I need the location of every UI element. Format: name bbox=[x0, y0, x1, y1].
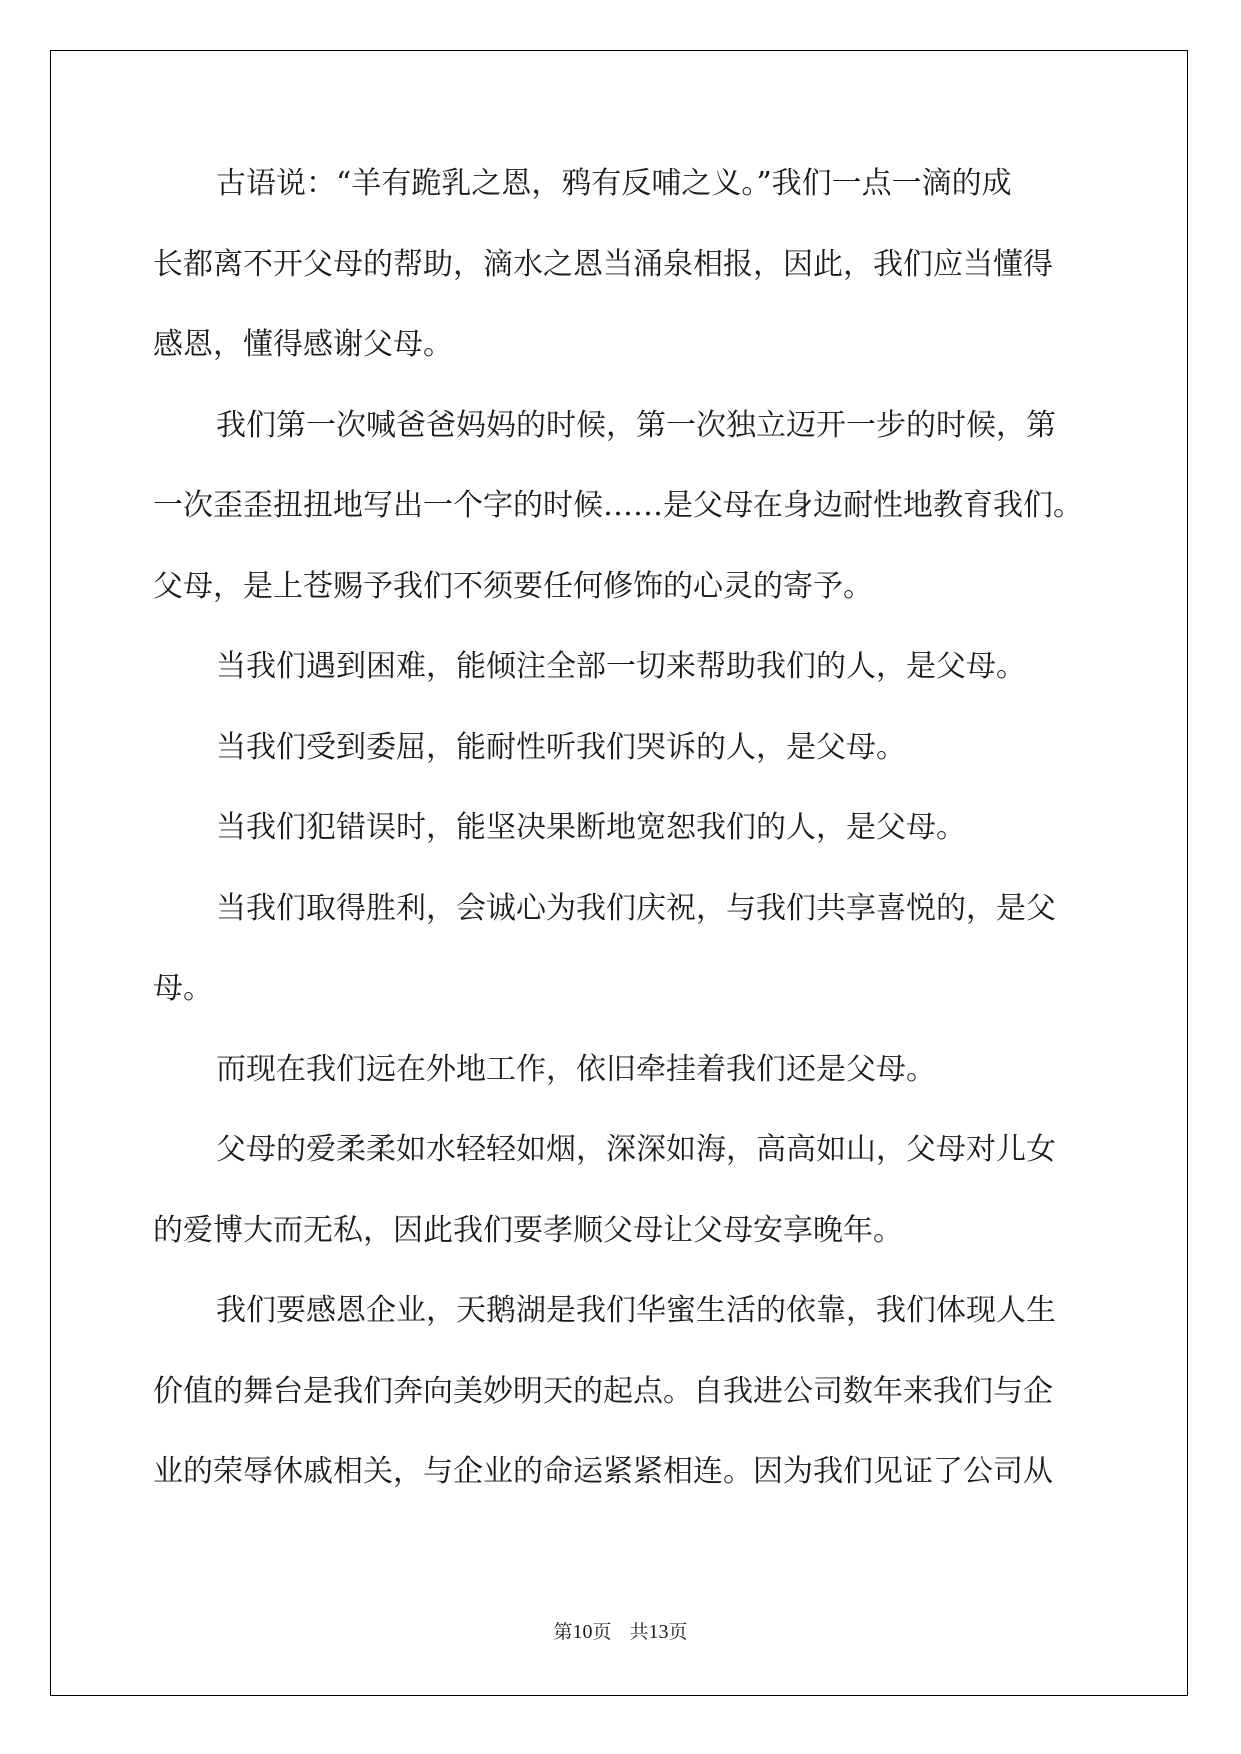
text-line: 当我们犯错误时，能坚决果断地宽恕我们的人，是父母。 bbox=[216, 810, 966, 845]
document-body bbox=[153, 164, 1098, 1533]
page-number-suffix: 页 bbox=[592, 1621, 612, 1643]
page-total-suffix: 页 bbox=[668, 1621, 688, 1643]
page-number-prefix: 第 bbox=[553, 1621, 573, 1643]
text-line: 父母的爱柔柔如水轻轻如烟，深深如海，高高如山，父母对儿女 bbox=[216, 1132, 1056, 1167]
text-line: 价值的舞台是我们奔向美妙明天的起点。自我进公司数年来我们与企 bbox=[153, 1373, 1053, 1409]
text-line: 业的荣辱休戚相关，与企业的命运紧紧相连。因为我们见证了公司从 bbox=[153, 1454, 1053, 1489]
page-total-prefix: 共 bbox=[629, 1621, 649, 1643]
text-line: 父母，是上苍赐予我们不须要任何修饰的心灵的寄予。 bbox=[153, 568, 873, 604]
page-number-total: 13 bbox=[648, 1621, 669, 1643]
text-line: 母。 bbox=[153, 971, 213, 1006]
text-line: 我们要感恩企业，天鹅湖是我们华蜜生活的依靠，我们体现人生 bbox=[216, 1293, 1056, 1328]
text-line: 而现在我们远在外地工作，依旧牵挂着我们还是父母。 bbox=[216, 1051, 936, 1087]
text-line: 的爱博大而无私，因此我们要孝顺父母让父母安享晚年。 bbox=[153, 1212, 903, 1248]
text-line: 我们第一次喊爸爸妈妈的时候，第一次独立迈开一步的时候，第 bbox=[216, 407, 1056, 443]
text-line: 当我们受到委屈，能耐性听我们哭诉的人，是父母。 bbox=[216, 729, 906, 765]
text-line: 一次歪歪扭扭地写出一个字的时候……是父母在身边耐性地教育我们。 bbox=[153, 488, 1083, 523]
text-line: 当我们遇到困难，能倾注全部一切来帮助我们的人，是父母。 bbox=[216, 649, 1026, 684]
page-number-current: 10 bbox=[572, 1621, 593, 1643]
text-line: 长都离不开父母的帮助，滴水之恩当涌泉相报，因此，我们应当懂得 bbox=[153, 246, 1053, 282]
page-footer bbox=[0, 1617, 1241, 1644]
text-line: 感恩，懂得感谢父母。 bbox=[153, 327, 453, 362]
text-line: 古语说：“羊有跪乳之恩，鸦有反哺之义。”我们一点一滴的成 bbox=[216, 166, 1012, 201]
text-line: 当我们取得胜利，会诚心为我们庆祝，与我们共享喜悦的，是父 bbox=[216, 890, 1056, 926]
